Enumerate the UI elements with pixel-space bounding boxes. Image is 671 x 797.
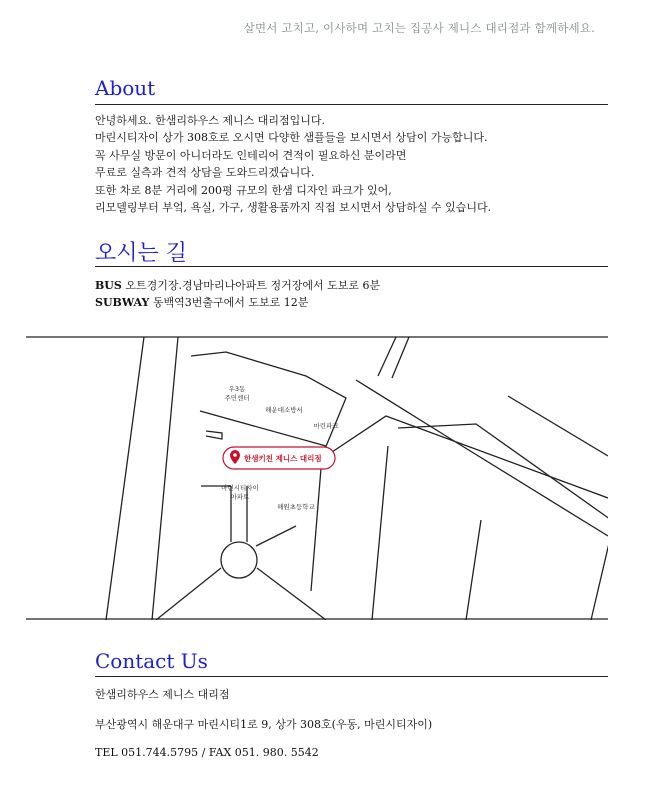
contact-phone[interactable]: TEL 051.744.5795 / FAX 051. 980. 5542 [95, 746, 319, 759]
subway-label: SUBWAY [95, 296, 150, 309]
map-label-fire-station: 해운대소방서 [265, 406, 303, 414]
location-map[interactable] [26, 336, 608, 620]
contact-name: 한샘리하우스 제니스 대리점 [95, 688, 230, 701]
about-line: 또한 차로 8분 거리에 200평 규모의 한샘 디자인 파크가 있어, [95, 183, 392, 197]
about-line: 마린시티자이 상가 308호로 오시면 다양한 샘플들을 보시면서 상담이 가능합니다. [95, 131, 488, 145]
map-label-community-center: 우3동 [228, 385, 246, 393]
about-title: About [95, 76, 156, 100]
map-label-marine-park: 마린파크 [313, 422, 339, 430]
about-line: 안녕하세요. 한샘리하우스 제니스 대리점입니다. [95, 114, 326, 127]
about-line: 리모델링부터 부엌, 욕실, 가구, 생활용품까지 직접 보시면서 상담하실 수 있습니다. [95, 201, 492, 215]
bus-info [95, 277, 380, 295]
about-text [95, 112, 491, 216]
map-label-apartment: 아파트 [230, 493, 250, 501]
subway-text: 동백역3번출구에서 도보로 12분 [152, 296, 309, 309]
map-roads [26, 337, 608, 620]
about-line: 무료로 실측과 견적 상담을 도와드리겠습니다. [95, 166, 315, 180]
directions-title: 오시는 길 [95, 241, 188, 266]
contact-divider [95, 676, 608, 677]
map-pin-dot [233, 453, 237, 457]
shop-marker-label: 한샘키친 제니스 대리점 [244, 454, 322, 463]
bus-text: 오트경기장.경남마리나아파트 정거장에서 도보로 6분 [125, 279, 381, 292]
about-line: 꼭 사무실 방문이 아니더라도 인테리어 견적이 필요하신 분이라면 [95, 148, 407, 162]
contact-address: 부산광역시 해운대구 마린시티1로 9, 상가 308호(우동, 마린시티자이) [95, 718, 433, 731]
directions-divider [95, 266, 608, 267]
map-label-school: 해원초등학교 [277, 503, 315, 511]
bus-label: BUS [95, 279, 122, 292]
tagline: 살면서 고치고, 이사하며 고치는 집공사 제니스 대리점과 함께하세요. [243, 21, 595, 35]
subway-info [95, 294, 308, 312]
shop-marker[interactable] [223, 447, 335, 469]
contact-title: Contact Us [95, 649, 208, 673]
map-label-apartment: 마린시티자이 [221, 484, 259, 492]
map-label-community-center: 주민센터 [224, 394, 250, 402]
about-divider [95, 104, 608, 105]
